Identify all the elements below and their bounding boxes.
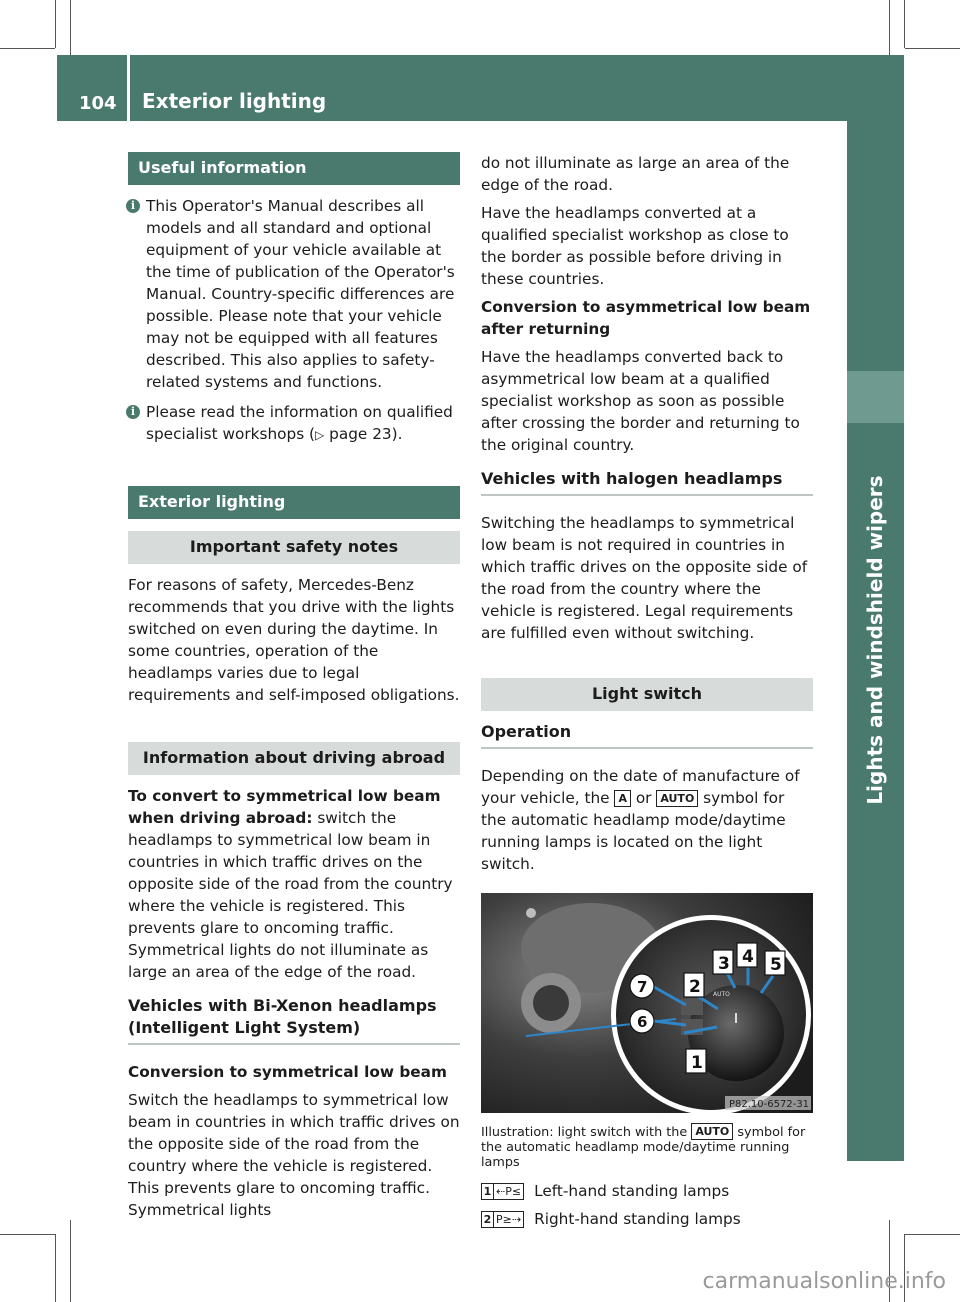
crop-mark	[905, 1234, 960, 1235]
info-text: This Operator's Manual describes all models and all standard and optional equipment of your vehicle available at the time of publication of the Operator's Manual. Country-specific differences are possible. Please note that your vehicle may not be equipped with all features described. This also applies to safety-related systems and functions.	[146, 197, 455, 391]
callout-2: 2	[689, 977, 701, 997]
left-column	[128, 152, 460, 1227]
switch-auto-label: AUTO	[713, 991, 730, 998]
gauge-light	[526, 908, 536, 918]
body-text: Have the headlamps converted at a qualified specialist workshop as close to the border as possible before driving in these countries.	[481, 204, 789, 288]
crop-mark	[55, 0, 56, 48]
crop-mark	[904, 0, 905, 48]
body-text: Have the headlamps converted back to asymmetrical low beam at a qualified specialist workshop as soon as possible after crossing the border and returning to the original country.	[481, 348, 800, 454]
subheading-conversion-symmetrical: Conversion to symmetrical low beam	[128, 1063, 447, 1081]
watermark: carmanualsonline.info	[702, 1269, 946, 1294]
section-heading-exterior-lighting: Exterior lighting	[128, 486, 460, 519]
crop-mark	[905, 48, 960, 49]
right-column	[481, 152, 813, 1236]
crop-mark	[889, 0, 890, 55]
body-text: do not illuminate as large an area of the edge of the road.	[481, 154, 790, 194]
section-heading-light-switch: Light switch	[481, 678, 813, 711]
header-separator	[127, 55, 130, 121]
chapter-label: Lights and windshield wipers	[863, 475, 887, 805]
light-switch-illustration	[481, 893, 813, 1113]
subsection-heading-operation: Operation	[481, 721, 813, 749]
body-text: Switching the headlamps to symmetrical low beam is not required in countries in which traffic drives on the opposite side of the road from the country where the vehicle is registered. Legal requirements are fulfilled even without switching.	[481, 514, 808, 642]
crop-mark	[70, 0, 71, 55]
legend-text: Left-hand standing lamps	[534, 1182, 730, 1200]
section-heading-abroad: Information about driving abroad	[128, 742, 460, 775]
info-icon: i	[126, 405, 140, 419]
legend-item	[481, 1180, 813, 1202]
left-standing-lamps-icon: ⇠P≤	[494, 1183, 524, 1200]
body-text: switch the headlamps to symmetrical low beam in countries in which traffic drives on the opposite side of the road from the country where the vehicle is registered. This prevents glare to oncoming traffic. Symmetrical lights do not illuminate as large an area of the edge of the road.	[128, 809, 453, 981]
photo-code: P82.10-6572-31	[729, 1099, 810, 1110]
body-text: For reasons of safety, Mercedes-Benz recommends that you drive with the lights switched on even during the daytime. In some countries, operation of the headlamps varies due to legal requirements and self-imposed obligations.	[128, 576, 460, 704]
figure-caption: Illustration: light switch with the AUTO symbol for the automatic headlamp mode/daytime running lamps	[481, 1125, 806, 1170]
body-text: Switch the headlamps to symmetrical low beam in countries in which traffic drives on the opposite side of the road from the country where the vehicle is registered. This prevents glare to oncoming traffic. Symmetrical lights	[128, 1091, 460, 1219]
page-number: 104	[79, 93, 117, 114]
callout-6: 6	[637, 1013, 648, 1031]
body-text: Depending on the date of manufacture of your vehicle, the A or AUTO symbol for the automatic headlamp mode/daytime running lamps is located on the light switch.	[481, 767, 800, 873]
crop-mark	[70, 1220, 71, 1302]
body-text-bold: To convert to symmetrical low beam when driving abroad:	[128, 787, 441, 827]
symbol-auto-icon: AUTO	[691, 1123, 733, 1140]
section-heading-useful-info: Useful information	[128, 152, 460, 185]
legend-text: Right-hand standing lamps	[534, 1210, 741, 1228]
legend-number: 1	[481, 1183, 494, 1200]
page-header	[57, 55, 904, 121]
body-text	[128, 785, 460, 983]
subheading-conversion-asymmetrical: Conversion to asymmetrical low beam after returning	[481, 298, 811, 338]
info-note	[128, 195, 460, 393]
subsection-heading-halogen: Vehicles with halogen headlamps	[481, 468, 813, 496]
page-ref-link[interactable]: page 23	[329, 425, 392, 443]
right-standing-lamps-icon: P≥⇢	[494, 1211, 524, 1228]
air-vent-center	[533, 985, 569, 1021]
legend-number: 2	[481, 1211, 494, 1228]
info-icon: i	[126, 199, 140, 213]
section-heading-safety: Important safety notes	[128, 531, 460, 564]
info-text: ).	[391, 425, 403, 443]
crop-mark	[0, 1234, 55, 1235]
page-title: Exterior lighting	[142, 89, 327, 113]
info-note	[128, 401, 460, 446]
callout-5: 5	[770, 955, 782, 975]
subsection-heading-bixenon: Vehicles with Bi-Xenon headlamps (Intelligent Light System)	[128, 995, 460, 1045]
legend-item	[481, 1208, 813, 1230]
fog-lamp-button	[681, 999, 703, 1015]
callout-4: 4	[742, 947, 754, 967]
symbol-a-icon: A	[614, 790, 631, 807]
page-ref-arrow-icon: ▷	[315, 428, 325, 442]
callout-1: 1	[691, 1053, 703, 1073]
info-text: Please read the information on qualified specialist workshops (	[146, 403, 453, 443]
callout-3: 3	[718, 954, 730, 974]
symbol-auto-icon: AUTO	[656, 790, 698, 807]
crop-mark	[0, 48, 55, 49]
callout-7: 7	[637, 978, 648, 996]
crop-mark	[55, 1234, 56, 1302]
side-tab-marker	[847, 371, 904, 423]
